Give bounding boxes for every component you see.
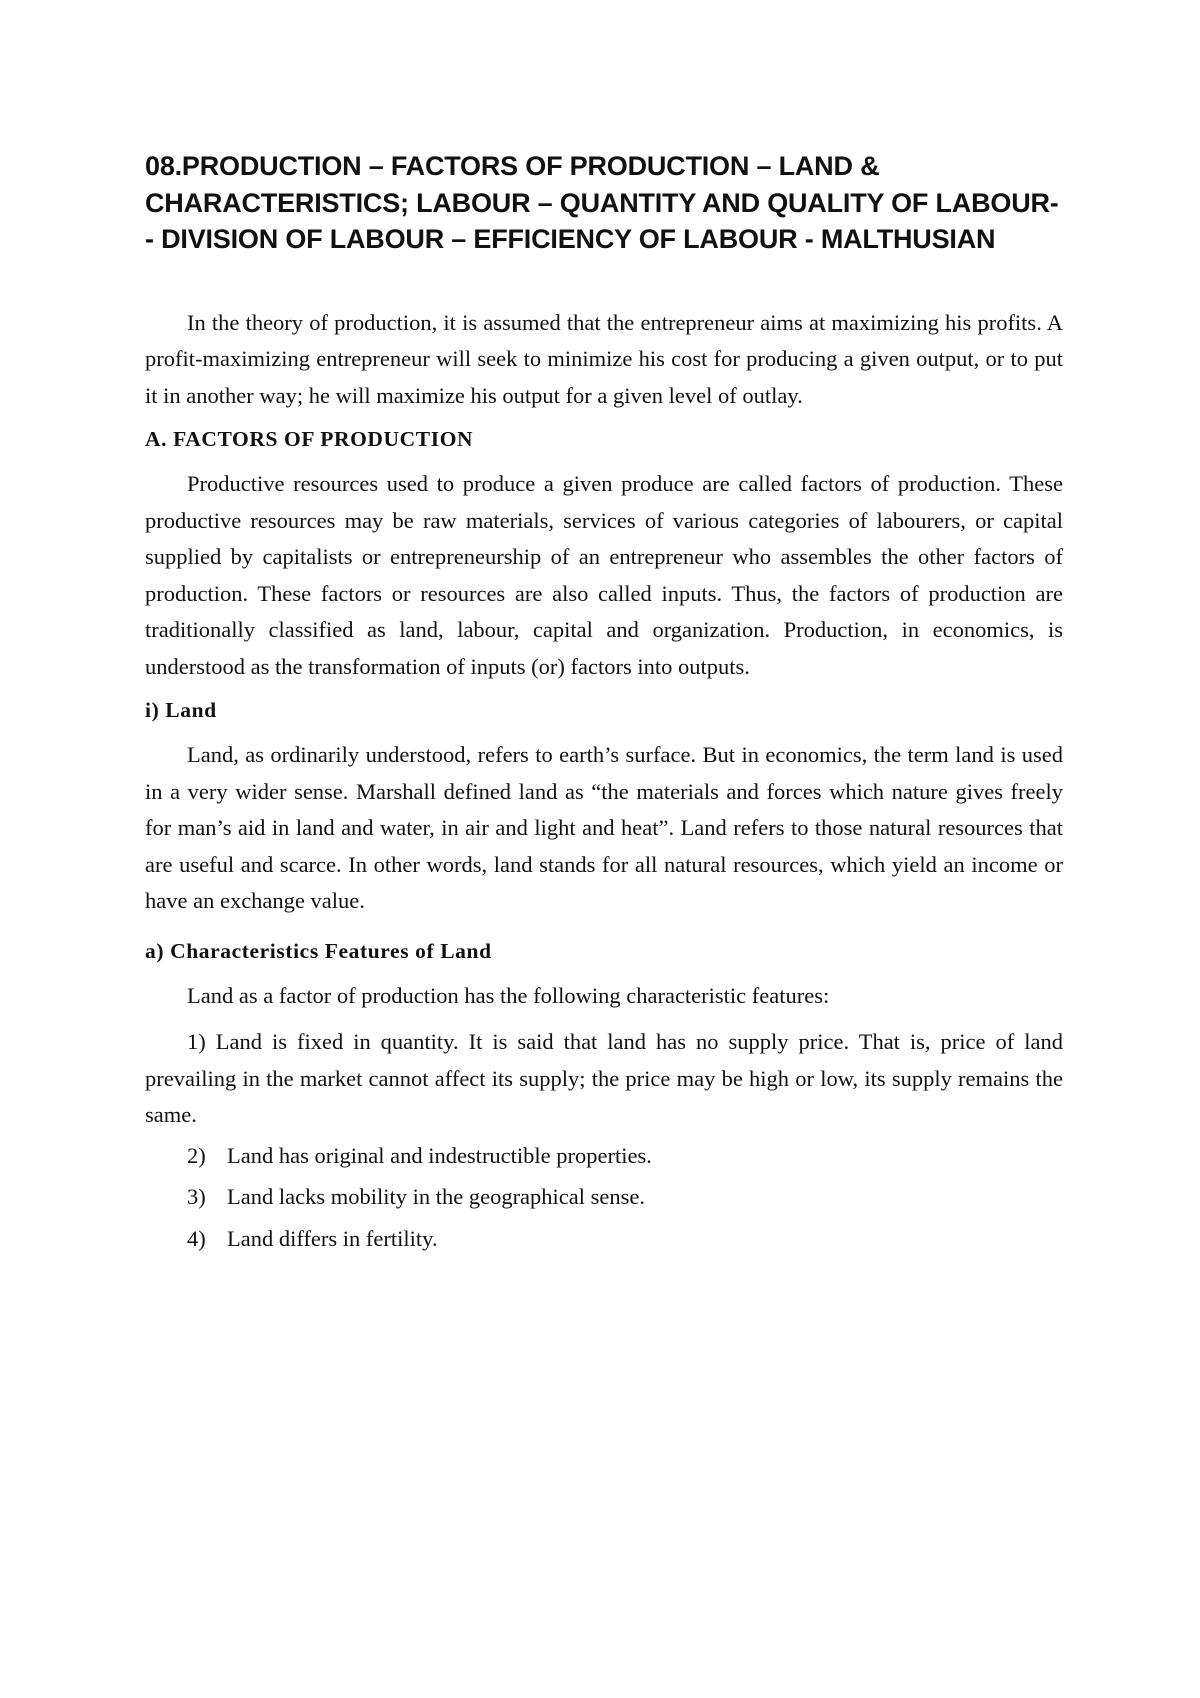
land-paragraph: Land, as ordinarily understood, refers to earth’s surface. But in economics, the term land is used in a very wider sense. Marshall defined land as “the materials and forces which nature gives freely for man’s aid in land and water, in air and light and heat”. Land refers to those natural resources that are useful and scarce. In other words, land stands for all natural resources, which yield an income or have an exchange value. (145, 742, 1063, 913)
characteristics-intro: Land as a factor of production has the following characteristic features: (187, 982, 830, 1008)
section-heading-land: i) Land (145, 698, 217, 722)
list-item (145, 1221, 1063, 1258)
document-title: 08.PRODUCTION – FACTORS OF PRODUCTION – LAND & CHARACTERISTICS; LABOUR – QUANTITY AND QUALITY OF LABOUR- - DIVISION OF LABOUR – EFFICIENCY OF LABOUR - MALTHUSIAN (145, 151, 1059, 254)
document-page (145, 148, 1063, 1257)
section-heading-characteristics: a) Characteristics Features of Land (145, 938, 492, 963)
characteristics-list (145, 1138, 1063, 1258)
list-item (145, 1179, 1063, 1216)
list-item-number: 4) (187, 1225, 206, 1251)
intro-paragraph: In the theory of production, it is assumed that the entrepreneur aims at maximizing his profits. A profit-maximizing entrepreneur will seek to minimize his cost for producing a given output, or to put it in another way; he will maximize his output for a given level of outlay. (145, 309, 1063, 408)
list-item-number: 2) (187, 1142, 206, 1168)
list-item-text: Land lacks mobility in the geographical sense. (227, 1184, 646, 1209)
factors-paragraph: Productive resources used to produce a given produce are called factors of production. These productive resources may be raw materials, services of various categories of labourers, or capital supplied by capitalists or entrepreneurship of an entrepreneur who assembles the other factors of production. These factors or resources are also called inputs. Thus, the factors of production are traditionally classified as land, labour, capital and organization. Production, in economics, is understood as the transformation of inputs (or) factors into outputs. (145, 471, 1063, 679)
list-item-number: 3) (187, 1184, 206, 1209)
list-item (145, 1138, 1063, 1175)
section-heading-factors: A. FACTORS OF PRODUCTION (145, 427, 474, 451)
list-item-text: Land has original and indestructible properties. (227, 1142, 652, 1168)
list-item-text: Land differs in fertility. (227, 1225, 438, 1251)
characteristic-item-1: 1) Land is fixed in quantity. It is said that land has no supply price. That is, price of land prevailing in the market cannot affect its supply; the price may be high or low, its supply remains the same. (145, 1029, 1063, 1127)
